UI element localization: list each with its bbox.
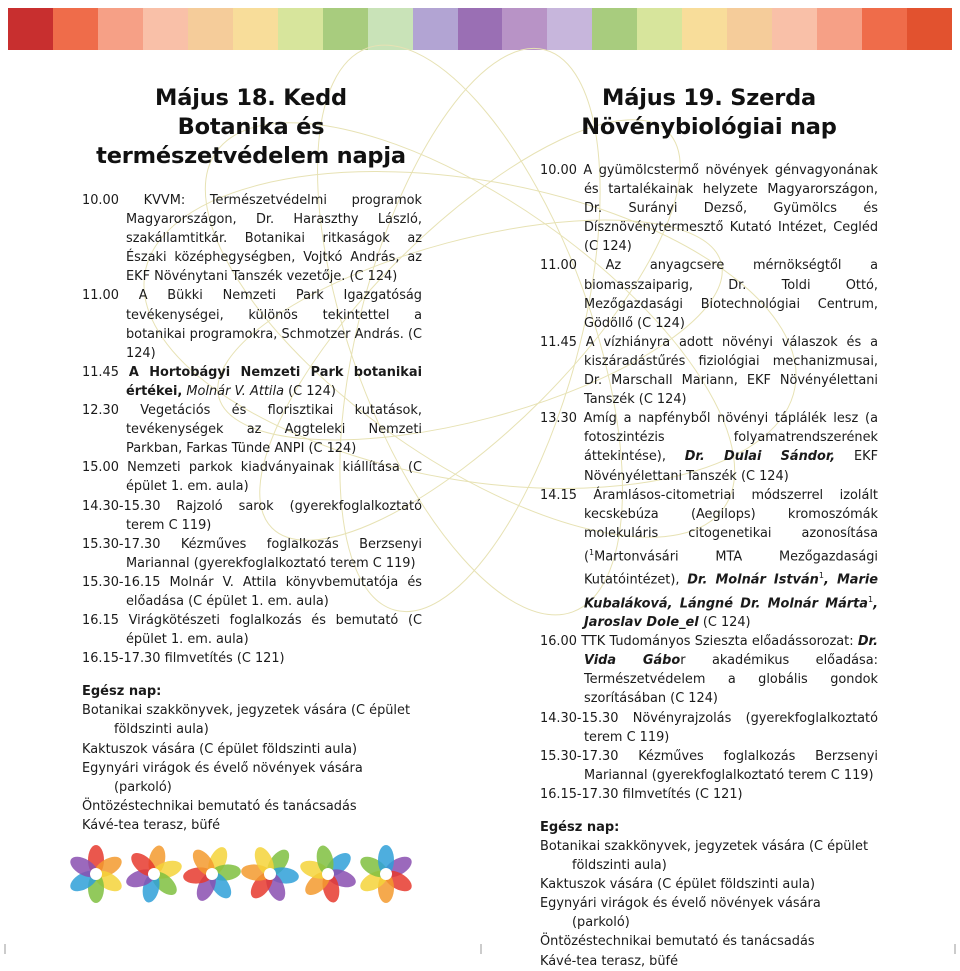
- day-column-may-18: [82, 84, 422, 835]
- entry-time: 16.15: [82, 613, 119, 629]
- entry-text: Virágkötészeti foglalkozás és bemutató (C épület 1. em. aula): [126, 613, 422, 648]
- all-day-heading: Egész nap:: [82, 684, 162, 700]
- flower-center: [380, 868, 392, 880]
- all-day-item: Botanikai szakkönyvek, jegyzetek vására (C épület földszinti aula): [540, 838, 868, 874]
- schedule-entry: [82, 611, 422, 649]
- color-stripe: [413, 8, 458, 50]
- flower-logo-icon: [182, 844, 241, 903]
- color-stripe: [502, 8, 547, 50]
- entry-time: 13.30: [540, 411, 577, 427]
- entry-time: 15.00: [82, 460, 119, 476]
- color-stripe: [862, 8, 907, 50]
- entry-text: ,: [823, 572, 837, 588]
- all-day-list: [82, 701, 422, 835]
- entry-text: Kézműves foglalkozás Berzsenyi Mariannal (gyerekfoglalkoztató terem C 119): [126, 536, 422, 571]
- schedule-entry: [540, 632, 878, 708]
- entry-time: 15.30-16.15: [82, 574, 161, 590]
- color-stripe: [53, 8, 98, 50]
- flower-center: [206, 868, 218, 880]
- color-stripe: [592, 8, 637, 50]
- entry-text: Áramlásos-citometriai módszerrel izolált kecskebúza (Aegilops) kromoszómák molekuláris citogenetikai azonosítása (: [584, 487, 878, 565]
- entry-time: 16.00: [540, 634, 577, 650]
- schedule-entry: [540, 709, 878, 747]
- schedule-entry: [540, 256, 878, 332]
- schedule-entry: [82, 458, 422, 496]
- color-stripe: [817, 8, 862, 50]
- entry-text: Molnár V. Attila könyvbemutatója és előadása (C épület 1. em. aula): [126, 574, 422, 609]
- color-stripe: [547, 8, 592, 50]
- flower-center: [90, 868, 102, 880]
- day-heading-line: Növénybiológiai nap: [581, 114, 837, 140]
- flower-logo-row: [66, 842, 416, 906]
- flower-logo-icon: [240, 844, 299, 903]
- color-stripe: [143, 8, 188, 50]
- entry-time: 14.15: [540, 487, 577, 503]
- all-day-list: [540, 837, 878, 971]
- flower-center: [322, 868, 334, 880]
- entry-text: (C 124): [698, 615, 751, 631]
- color-stripe: [188, 8, 233, 50]
- day-heading: [82, 84, 420, 171]
- schedule-entry: [82, 401, 422, 458]
- color-stripe: [637, 8, 682, 50]
- entry-text: 1: [589, 547, 595, 557]
- color-stripe: [368, 8, 413, 50]
- entry-text: Nemzeti parkok kiadványainak kiállítása (C épület 1. em. aula): [126, 460, 422, 495]
- all-day-item: Egynyári virágok és évelő növények vására (parkoló): [540, 896, 821, 931]
- all-day-item: Öntözéstechnikai bemutató és tanácsadás: [82, 798, 357, 814]
- entry-time: 14.30-15.30: [82, 498, 161, 514]
- entry-text: Marie Kubaláková, Lángné Dr. Molnár Márta: [584, 572, 879, 611]
- color-stripe: [727, 8, 772, 50]
- entry-time: 14.30-15.30: [540, 710, 619, 726]
- flower-logo-icon: [298, 844, 358, 904]
- color-stripe: [772, 8, 817, 50]
- day-heading-line: Botanika és: [177, 114, 325, 140]
- all-day-item: Kaktuszok vására (C épület földszinti aula): [82, 741, 357, 757]
- schedule-entry: [82, 191, 422, 286]
- entry-time: 16.15-17.30: [540, 786, 619, 802]
- entry-text: filmvetítés (C 121): [622, 786, 743, 802]
- day-heading-line: Május 19. Szerda: [602, 85, 816, 111]
- entry-time: 15.30-17.30: [540, 748, 619, 764]
- entry-time: 11.00: [540, 258, 577, 274]
- all-day-heading: Egész nap:: [540, 819, 620, 835]
- entry-text: Jaroslav Dole_el: [584, 615, 699, 631]
- color-stripe: [458, 8, 503, 50]
- color-stripe: [233, 8, 278, 50]
- color-stripe: [8, 8, 53, 50]
- entry-text: A Bükki Nemzeti Park Igazgatóság tevékenységei, különös tekintettel a botanikai programokra, Schmotzer András. (C 124): [126, 288, 422, 361]
- schedule-entry: [540, 161, 878, 256]
- entry-text: Martonvásári MTA Mezőgazdasági Kutatóintézet),: [584, 549, 878, 588]
- schedule-entry: [82, 497, 422, 535]
- entry-text: (C 124): [284, 383, 336, 399]
- entry-text: Vegetációs és florisztikai kutatások, tevékenységek az Aggteleki Nemzeti Parkban, Farkas Tünde ANPI (C 124): [126, 403, 422, 457]
- flower-logo-icon: [67, 845, 125, 903]
- entry-time: 11.45: [540, 334, 577, 350]
- schedule-entry: [540, 785, 878, 804]
- entry-text: Amíg a napfényből növényi táplálék lesz (a fotoszintézis folyamatrendszerének áttekintése),: [583, 411, 878, 465]
- day-heading-line: természetvédelem napja: [96, 143, 406, 169]
- entry-text: KVVM: Természetvédelmi programok Magyarországon, Dr. Haraszthy László, szakállamtitkár. Botanikai ritkaságok az Északi középhegységben, Vojtkó András, az EKF Növénytani Tanszék vezetője. (C 124): [126, 193, 422, 285]
- color-stripe: [682, 8, 727, 50]
- schedule-entry: [82, 573, 422, 611]
- crop-mark-icon: [0, 944, 10, 954]
- flower-logo-icon: [124, 844, 184, 904]
- entry-text: ,: [873, 595, 878, 611]
- entry-text: Dr. Vida Gábo: [584, 634, 878, 669]
- color-stripe: [278, 8, 323, 50]
- entry-time: 15.30-17.30: [82, 536, 161, 552]
- entry-text: Kézműves foglalkozás Berzsenyi Mariannal (gyerekfoglalkoztató terem C 119): [584, 748, 878, 783]
- entry-time: 16.15-17.30: [82, 651, 161, 667]
- entry-text: A vízhiányra adott növényi válaszok és a kiszáradástűrés fiziológiai mechanizmusai, Dr. Marschall Mariann, EKF Növényélettani Tanszék (C 124): [584, 334, 878, 408]
- day-column-may-19: [540, 84, 878, 971]
- entry-text: Az anyagcsere mérnökségtől a biomasszaiparig, Dr. Toldi Ottó, Mezőgazdasági Biotechnológiai Centrum, Gödöllő (C 124): [584, 258, 878, 331]
- flower-center: [148, 868, 160, 880]
- entry-text: Dr. Molnár István: [687, 572, 819, 588]
- all-day-item: Öntözéstechnikai bemutató és tanácsadás: [540, 934, 815, 950]
- schedule-list: [82, 191, 422, 668]
- schedule-entry: [540, 409, 878, 485]
- all-day-item: Botanikai szakkönyvek, jegyzetek vására (C épület földszinti aula): [82, 703, 410, 738]
- color-stripe: [907, 8, 952, 50]
- schedule-list: [540, 161, 878, 804]
- schedule-entry: [540, 747, 878, 785]
- entry-text: A gyümölcstermő növények génvagyonának és tartalékainak helyzete Magyarországon, Dr. Surányi Dezső, Gyümölcs és Dísznövénytermesztő Kutató Intézet, Cegléd (C 124): [583, 163, 878, 255]
- entry-text: 1: [868, 594, 874, 604]
- all-day-item: Kávé-tea terasz, büfé: [82, 817, 221, 833]
- entry-time: 12.30: [82, 403, 119, 419]
- entry-time: 10.00: [82, 193, 119, 208]
- entry-text: Növényrajzolás (gyerekfoglalkoztató terem C 119): [584, 710, 878, 745]
- entry-text: Rajzoló sarok (gyerekfoglalkoztató terem C 119): [126, 498, 422, 533]
- crop-mark-icon: [476, 944, 486, 954]
- crop-mark-icon: [950, 944, 960, 954]
- entry-text: Molnár V. Attila: [186, 383, 284, 399]
- entry-time: 10.00: [540, 163, 577, 178]
- entry-text: TTK Tudományos Szieszta előadássorozat:: [581, 634, 858, 650]
- entry-time: 11.45: [82, 364, 119, 380]
- all-day-item: Egynyári virágok és évelő növények vására (parkoló): [82, 760, 363, 795]
- color-stripe: [98, 8, 143, 50]
- entry-time: 11.00: [82, 288, 119, 304]
- schedule-entry: [540, 486, 878, 633]
- entry-text: filmvetítés (C 121): [164, 651, 285, 667]
- entry-text: Dr. Dulai Sándor,: [684, 449, 836, 465]
- day-heading: [540, 84, 878, 142]
- all-day-item: Kaktuszok vására (C épület földszinti aula): [540, 877, 815, 893]
- flower-center: [264, 868, 276, 880]
- flower-logo-icon: [357, 845, 415, 903]
- entry-text: EKF Növényélettani Tanszék (C 124): [584, 449, 878, 484]
- entry-text: A Hortobágyi Nemzeti Park botanikai értékei,: [126, 364, 422, 399]
- schedule-entry: [82, 649, 422, 668]
- entry-text: 1: [818, 571, 824, 581]
- schedule-entry: [82, 535, 422, 573]
- schedule-entry: [82, 363, 422, 401]
- color-stripe-banner: [8, 8, 952, 50]
- day-heading-line: Május 18. Kedd: [155, 85, 347, 111]
- color-stripe: [323, 8, 368, 50]
- all-day-item: Kávé-tea terasz, büfé: [540, 953, 679, 969]
- entry-text: r akadémikus előadása: Természetvédelem a globális gondok szorításában (C 124): [584, 653, 879, 707]
- schedule-entry: [82, 286, 422, 362]
- schedule-entry: [540, 333, 878, 409]
